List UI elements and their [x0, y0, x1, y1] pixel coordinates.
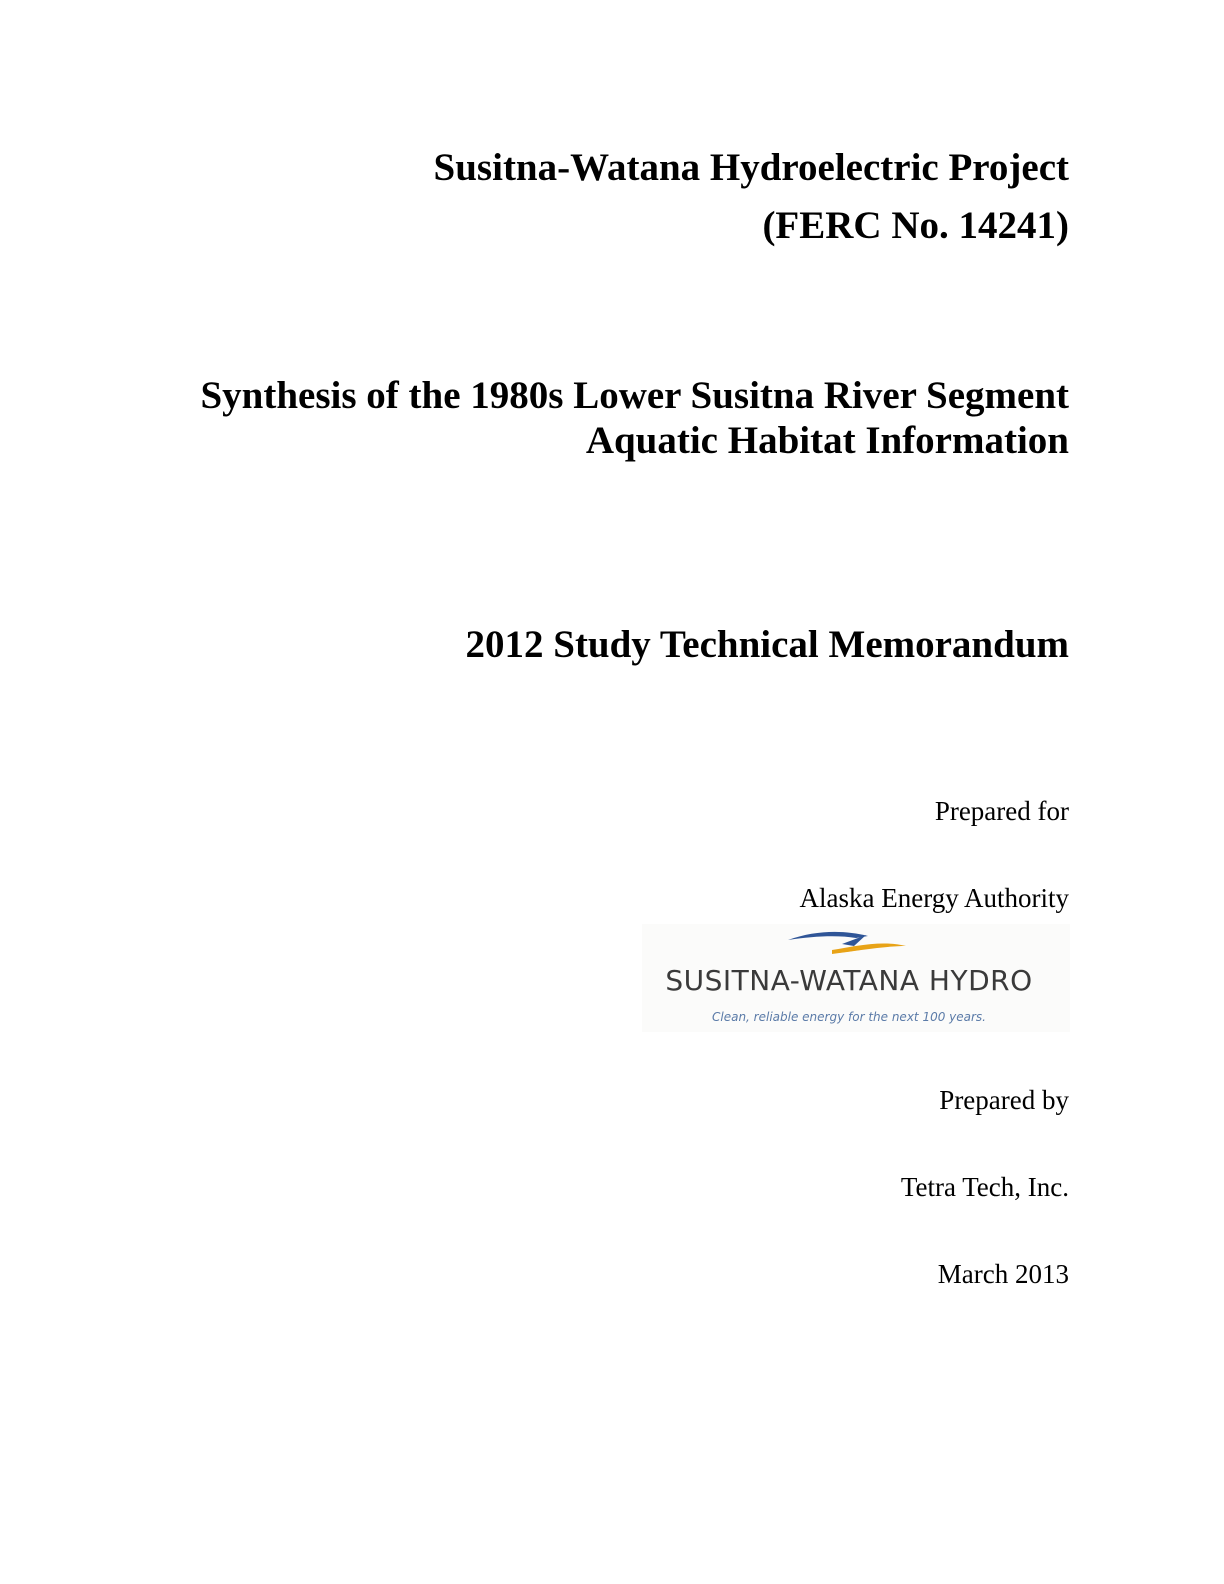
swoosh-icon	[782, 926, 912, 962]
report-title-line-1: Synthesis of the 1980s Lower Susitna River Segment	[200, 374, 1069, 417]
susitna-watana-hydro-logo	[642, 924, 1070, 1032]
ferc-number: (FERC No. 14241)	[762, 204, 1069, 247]
author-name: Tetra Tech, Inc.	[900, 1172, 1069, 1202]
prepared-by-label: Prepared by	[939, 1085, 1069, 1115]
prepared-for-label: Prepared for	[934, 796, 1069, 826]
report-date: March 2013	[937, 1259, 1069, 1289]
project-name: Susitna-Watana Hydroelectric Project	[433, 146, 1069, 189]
report-title-line-2: Aquatic Habitat Information	[585, 419, 1069, 462]
logo-wordmark: SUSITNA-WATANA HYDRO	[665, 964, 1033, 997]
memo-title: 2012 Study Technical Memorandum	[465, 623, 1069, 666]
client-name: Alaska Energy Authority	[799, 883, 1069, 913]
project-title-block	[434, 139, 1069, 255]
report-title-block	[200, 373, 1069, 463]
logo-tagline: Clean, reliable energy for the next 100 years.	[712, 1010, 986, 1024]
